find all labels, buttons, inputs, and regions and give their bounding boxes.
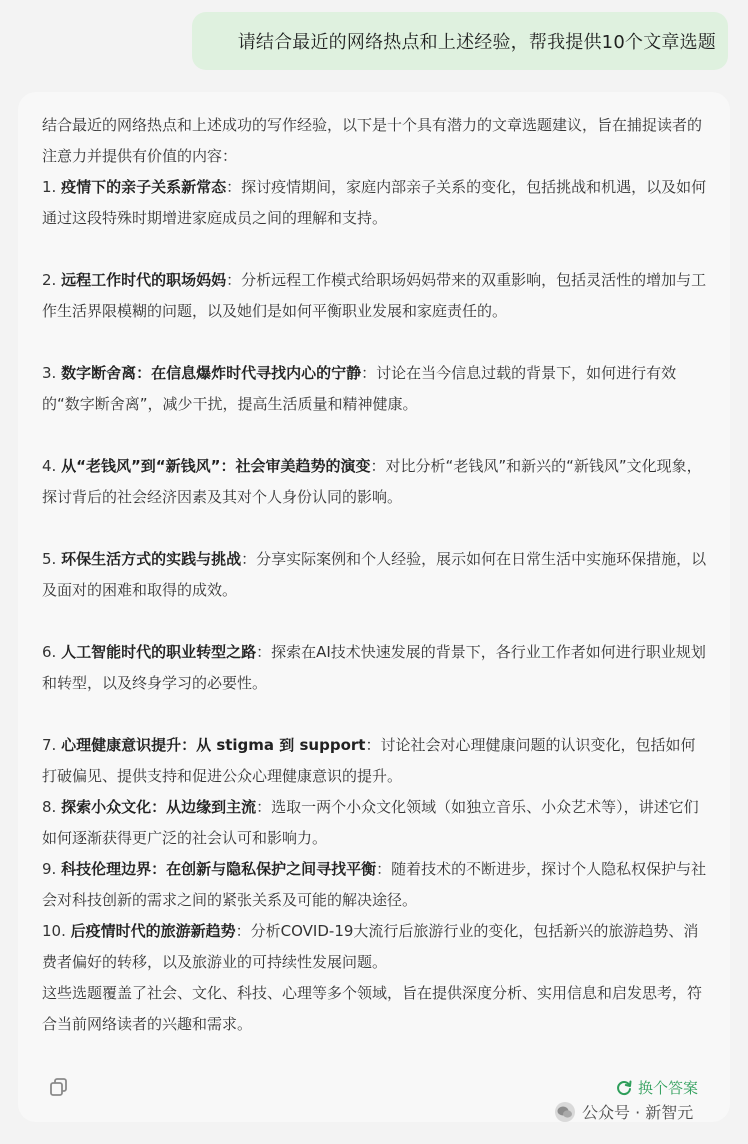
- refresh-icon: [614, 1078, 634, 1098]
- answer-intro: 结合最近的网络热点和上述成功的写作经验，以下是十个具有潜力的文章选题建议，旨在捕捉读者的注意力并提供有价值的内容：: [42, 116, 703, 165]
- user-message-bubble: [192, 12, 728, 70]
- item-separator: ：: [241, 550, 257, 568]
- assistant-answer-card: [18, 92, 730, 1122]
- item-title: 疫情下的亲子关系新常态: [61, 178, 227, 196]
- item-number: 5.: [42, 550, 62, 568]
- item-title: 环保生活方式的实践与挑战: [61, 550, 242, 568]
- item-separator: ：: [370, 457, 386, 475]
- item-description: 分析远程工作模式给职场妈妈带来的双重影响，包括灵活性的增加与工作生活界限模糊的问题，以及她们是如何平衡职业发展和家庭责任的。: [42, 271, 707, 320]
- item-title: 从“老钱风”到“新钱风”：社会审美趋势的演变: [61, 457, 371, 475]
- item-separator: ：: [226, 271, 242, 289]
- regenerate-label: 换个答案: [638, 1079, 699, 1097]
- item-number: 2.: [42, 271, 62, 289]
- item-title: 后疫情时代的旅游新趋势: [70, 922, 236, 940]
- list-item: [42, 358, 708, 420]
- item-description: 随着技术的不断进步，探讨个人隐私权保护与社会对科技创新的需求之间的紧张关系及可能的解决途径。: [42, 860, 707, 909]
- list-item: [42, 451, 708, 513]
- item-description: 选取一两个小众文化领域（如独立音乐、小众艺术等），讲述它们如何逐渐获得更广泛的社会认可和影响力。: [42, 798, 699, 847]
- list-item: [42, 916, 708, 978]
- item-title: 心理健康意识提升：从 stigma 到 support: [61, 736, 366, 754]
- item-separator: ：: [361, 364, 377, 382]
- list-item: [42, 544, 708, 606]
- item-number: 4.: [42, 457, 62, 475]
- list-item: [42, 854, 708, 916]
- item-description: 探索在AI技术快速发展的背景下，各行业工作者如何进行职业规划和转型，以及终身学习的必要性。: [42, 643, 706, 692]
- copy-icon: [48, 1076, 70, 1098]
- user-message-text: 请结合最近的网络热点和上述经验，帮我提供10个文章选题: [237, 32, 716, 53]
- item-number: 6.: [42, 643, 62, 661]
- item-separator: ：: [235, 922, 251, 940]
- item-number: 3.: [42, 364, 62, 382]
- item-description: 讨论社会对心理健康问题的认识变化，包括如何打破偏见、提供支持和促进公众心理健康意识的提升。: [42, 736, 696, 785]
- list-item: [42, 730, 708, 792]
- item-separator: ：: [256, 643, 272, 661]
- item-description: 分析COVID-19大流行后旅游行业的变化，包括新兴的旅游趋势、消费者偏好的转移，以及旅游业的可持续性发展问题。: [42, 922, 699, 971]
- item-number: 10.: [42, 922, 71, 940]
- item-description: 探讨疫情期间，家庭内部亲子关系的变化，包括挑战和机遇，以及如何通过这段特殊时期增进家庭成员之间的理解和支持。: [42, 178, 707, 227]
- answer-closing: 这些选题覆盖了社会、文化、科技、心理等多个领域，旨在提供深度分析、实用信息和启发思考，符合当前网络读者的兴趣和需求。: [42, 984, 703, 1033]
- list-item: [42, 172, 708, 234]
- wechat-logo-icon: [554, 1101, 576, 1123]
- list-item: [42, 637, 708, 699]
- item-description: 对比分析“老钱风”和新兴的“新钱风”文化现象，探讨背后的社会经济因素及其对个人身份认同的影响。: [42, 457, 702, 506]
- item-separator: ：: [376, 860, 392, 878]
- item-number: 1.: [42, 178, 62, 196]
- item-title: 人工智能时代的职业转型之路: [61, 643, 257, 661]
- item-title: 数字断舍离：在信息爆炸时代寻找内心的宁静: [61, 364, 362, 382]
- item-description: 讨论在当今信息过载的背景下，如何进行有效的“数字断舍离”，减少干扰，提高生活质量和精神健康。: [42, 364, 677, 413]
- item-separator: ：: [365, 736, 381, 754]
- regenerate-answer-button[interactable]: [614, 1077, 698, 1098]
- item-separator: ：: [226, 178, 242, 196]
- item-number: 8.: [42, 798, 62, 816]
- list-item: [42, 265, 708, 327]
- item-title: 远程工作时代的职场妈妈: [61, 271, 227, 289]
- list-item: [42, 792, 708, 854]
- item-title: 科技伦理边界：在创新与隐私保护之间寻找平衡: [61, 860, 377, 878]
- copy-button[interactable]: [48, 1076, 70, 1098]
- item-description: 分享实际案例和个人经验，展示如何在日常生活中实施环保措施，以及面对的困难和取得的成效。: [42, 550, 707, 599]
- item-number: 9.: [42, 860, 62, 878]
- watermark: [554, 1100, 693, 1123]
- item-number: 7.: [42, 736, 62, 754]
- item-separator: ：: [256, 798, 272, 816]
- item-title: 探索小众文化：从边缘到主流: [61, 798, 257, 816]
- watermark-text: 公众号 · 新智元: [582, 1103, 694, 1122]
